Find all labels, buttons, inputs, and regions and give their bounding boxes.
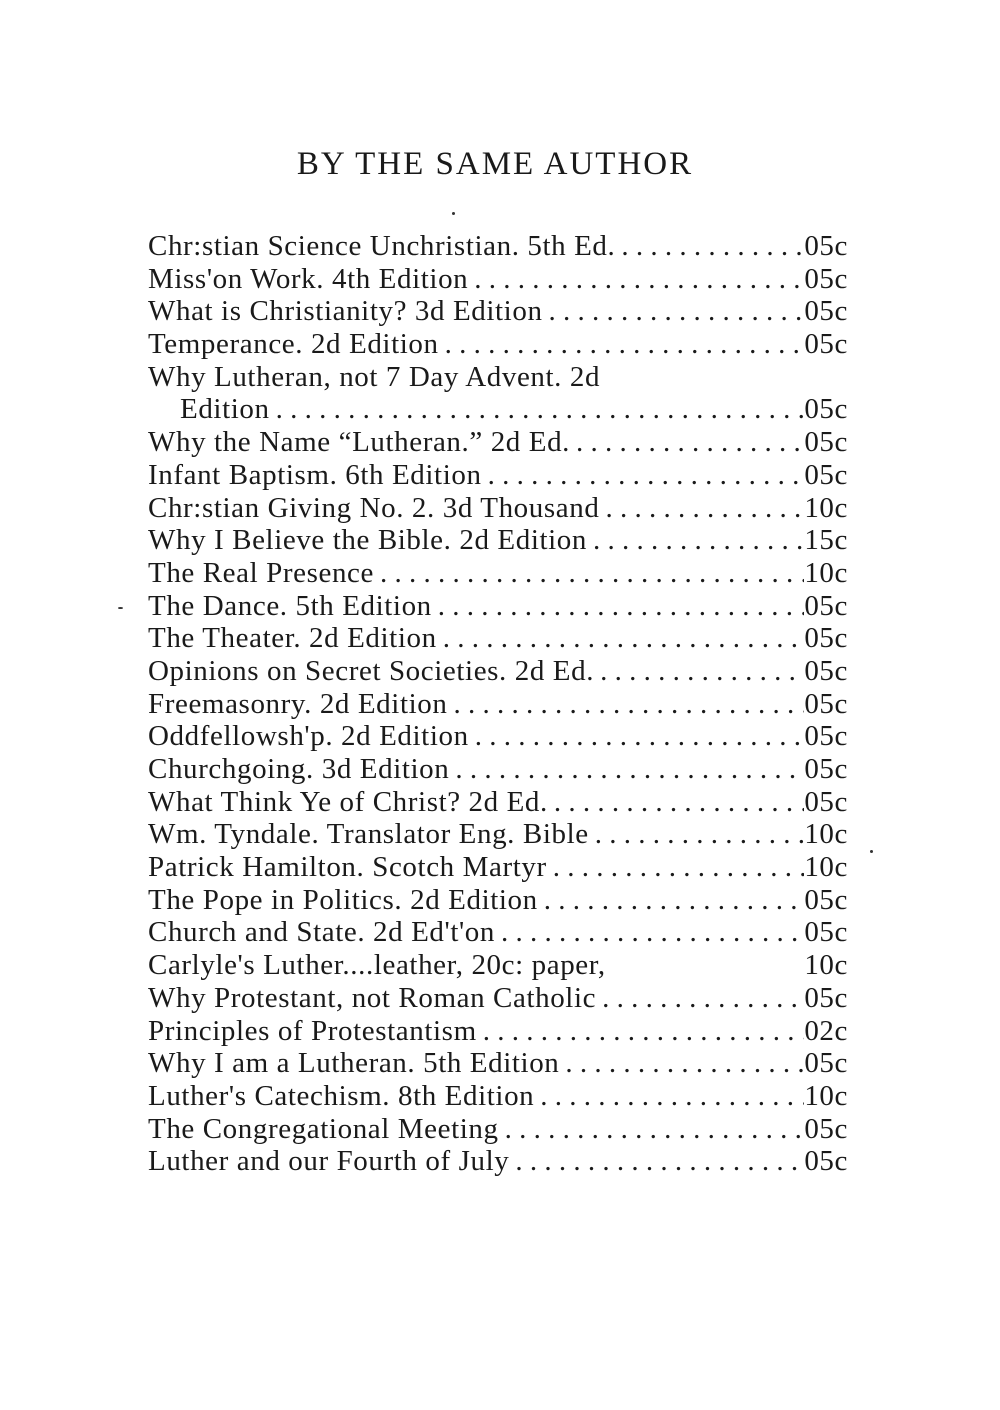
dot-leader xyxy=(589,818,805,851)
list-item-continuation xyxy=(148,393,848,426)
dot-leader xyxy=(495,916,804,949)
entry-title: Why Lutheran, not 7 Day Advent. 2d xyxy=(148,360,601,393)
list-item xyxy=(148,1113,848,1146)
dot-leader xyxy=(468,263,804,296)
dot-leader xyxy=(447,688,804,721)
entry-title-continuation: Edition xyxy=(180,393,270,426)
dot-leader xyxy=(449,753,804,786)
entry-price: 05c xyxy=(804,622,848,655)
list-item xyxy=(148,655,848,688)
entry-price: 05c xyxy=(804,426,848,459)
dot-leader xyxy=(439,328,805,361)
dot-leader xyxy=(547,851,805,884)
entry-title: Wm. Tyndale. Translator Eng. Bible xyxy=(148,818,589,851)
dot-leader xyxy=(615,230,804,263)
entry-price: 05c xyxy=(804,785,848,818)
list-item xyxy=(148,818,848,851)
list-item xyxy=(148,295,848,328)
entry-price: 05c xyxy=(804,295,848,328)
list-item xyxy=(148,426,848,459)
list-item xyxy=(148,328,848,361)
stray-mark-icon xyxy=(118,607,123,609)
dot-leader xyxy=(499,1113,805,1146)
entry-title: Church and State. 2d Ed't'on xyxy=(148,916,496,949)
entry-price: 05c xyxy=(804,687,848,720)
dot-leader xyxy=(509,1145,804,1178)
entry-price: 05c xyxy=(804,1047,848,1080)
dot-leader xyxy=(559,1047,804,1080)
entry-title: Principles of Protestantism xyxy=(148,1014,477,1047)
entry-price: 05c xyxy=(804,328,848,361)
entry-title: Chr:stian Giving No. 2. 3d Thousand xyxy=(148,491,600,524)
entry-title: Opinions on Secret Societies. 2d Ed. xyxy=(148,654,595,687)
dot-leader xyxy=(534,1080,804,1113)
entry-price: 05c xyxy=(804,654,848,687)
ornament-dot-icon xyxy=(452,212,455,215)
entry-price: 05c xyxy=(804,753,848,785)
entry-title: The Dance. 5th Edition xyxy=(148,589,432,622)
entry-price: 02c xyxy=(804,1014,848,1047)
entry-title: Chr:stian Science Unchristian. 5th Ed. xyxy=(148,230,616,262)
entry-price: 05c xyxy=(804,262,848,295)
entry-price: 05c xyxy=(804,1145,848,1178)
list-item xyxy=(148,851,848,884)
entry-title: Why the Name “Lutheran.” 2d Ed. xyxy=(148,426,571,459)
entry-title: Infant Baptism. 6th Edition xyxy=(148,458,482,491)
list-item xyxy=(148,230,848,263)
entry-title: Patrick Hamilton. Scotch Martyr xyxy=(148,851,547,884)
list-item xyxy=(148,982,848,1015)
entry-title: Luther's Catechism. 8th Edition xyxy=(148,1079,535,1112)
list-item xyxy=(148,622,848,655)
list-item xyxy=(148,1145,848,1178)
entry-title: Why Protestant, not Roman Catholic xyxy=(148,981,597,1014)
page-heading: BY THE SAME AUTHOR xyxy=(296,146,694,182)
entry-title: Luther and our Fourth of July xyxy=(148,1145,510,1178)
entry-price: 10c xyxy=(804,1079,848,1112)
entry-price: 05c xyxy=(804,883,848,916)
entry-title: The Congregational Meeting xyxy=(148,1112,499,1145)
dot-leader xyxy=(596,982,804,1015)
stray-mark-icon xyxy=(870,850,873,853)
list-item xyxy=(148,1015,848,1048)
entry-price: 10c xyxy=(804,491,848,524)
entry-price: 05c xyxy=(804,458,848,491)
dot-leader xyxy=(477,1015,805,1048)
list-item xyxy=(148,753,848,786)
entry-title: Oddfellowsh'p. 2d Edition xyxy=(148,720,469,753)
entry-title: Miss'on Work. 4th Edition xyxy=(148,262,469,295)
dot-leader xyxy=(437,622,805,655)
entry-title: The Theater. 2d Edition xyxy=(148,622,437,655)
entry-price: 05c xyxy=(804,981,848,1014)
entry-title: Churchgoing. 3d Edition xyxy=(148,753,450,785)
entry-title: The Pope in Politics. 2d Edition xyxy=(148,883,538,916)
entry-title: Temperance. 2d Edition xyxy=(148,328,439,361)
list-item xyxy=(148,524,848,557)
dot-leader xyxy=(548,786,804,819)
dot-leader xyxy=(469,720,805,753)
list-item xyxy=(148,263,848,296)
dot-leader xyxy=(587,524,804,557)
list-item xyxy=(148,590,848,623)
dot-leader xyxy=(270,393,805,426)
entry-title: The Real Presence xyxy=(148,556,374,589)
list-item xyxy=(148,949,848,982)
list-item xyxy=(148,1080,848,1113)
entry-price: 05c xyxy=(804,1112,848,1145)
entry-price: 15c xyxy=(804,524,848,557)
entry-price: 05c xyxy=(804,393,848,426)
dot-leader xyxy=(432,590,805,623)
entry-title: Why I am a Lutheran. 5th Edition xyxy=(148,1047,560,1080)
list-item xyxy=(148,1047,848,1080)
dot-leader xyxy=(599,492,804,525)
entry-price: 05c xyxy=(804,916,848,949)
entry-price: 05c xyxy=(804,720,848,753)
dot-leader xyxy=(594,655,804,688)
list-item xyxy=(148,688,848,721)
entry-price: 10c xyxy=(804,851,848,884)
entry-title: Carlyle's Luther....leather, 20c: paper, xyxy=(148,949,606,982)
entry-title: What is Christianity? 3d Edition xyxy=(148,295,543,328)
entry-price: 05c xyxy=(804,589,848,622)
list-item xyxy=(148,492,848,525)
list-item xyxy=(148,916,848,949)
list-item xyxy=(148,786,848,819)
entry-price: 05c xyxy=(804,230,848,262)
list-item xyxy=(148,361,848,394)
entry-price: 10c xyxy=(804,949,848,982)
dot-leader xyxy=(482,459,805,492)
dot-leader xyxy=(538,884,805,917)
list-item xyxy=(148,884,848,917)
entry-price: 10c xyxy=(804,818,848,851)
dot-leader xyxy=(543,295,805,328)
dot-leader xyxy=(570,426,804,459)
publication-list xyxy=(148,230,848,1178)
list-item xyxy=(148,557,848,590)
entry-price: 10c xyxy=(804,556,848,589)
entry-title: Why I Believe the Bible. 2d Edition xyxy=(148,524,587,557)
entry-title: Freemasonry. 2d Edition xyxy=(148,687,448,720)
list-item xyxy=(148,459,848,492)
dot-leader xyxy=(374,557,804,590)
list-item xyxy=(148,720,848,753)
entry-title: What Think Ye of Christ? 2d Ed. xyxy=(148,785,548,818)
